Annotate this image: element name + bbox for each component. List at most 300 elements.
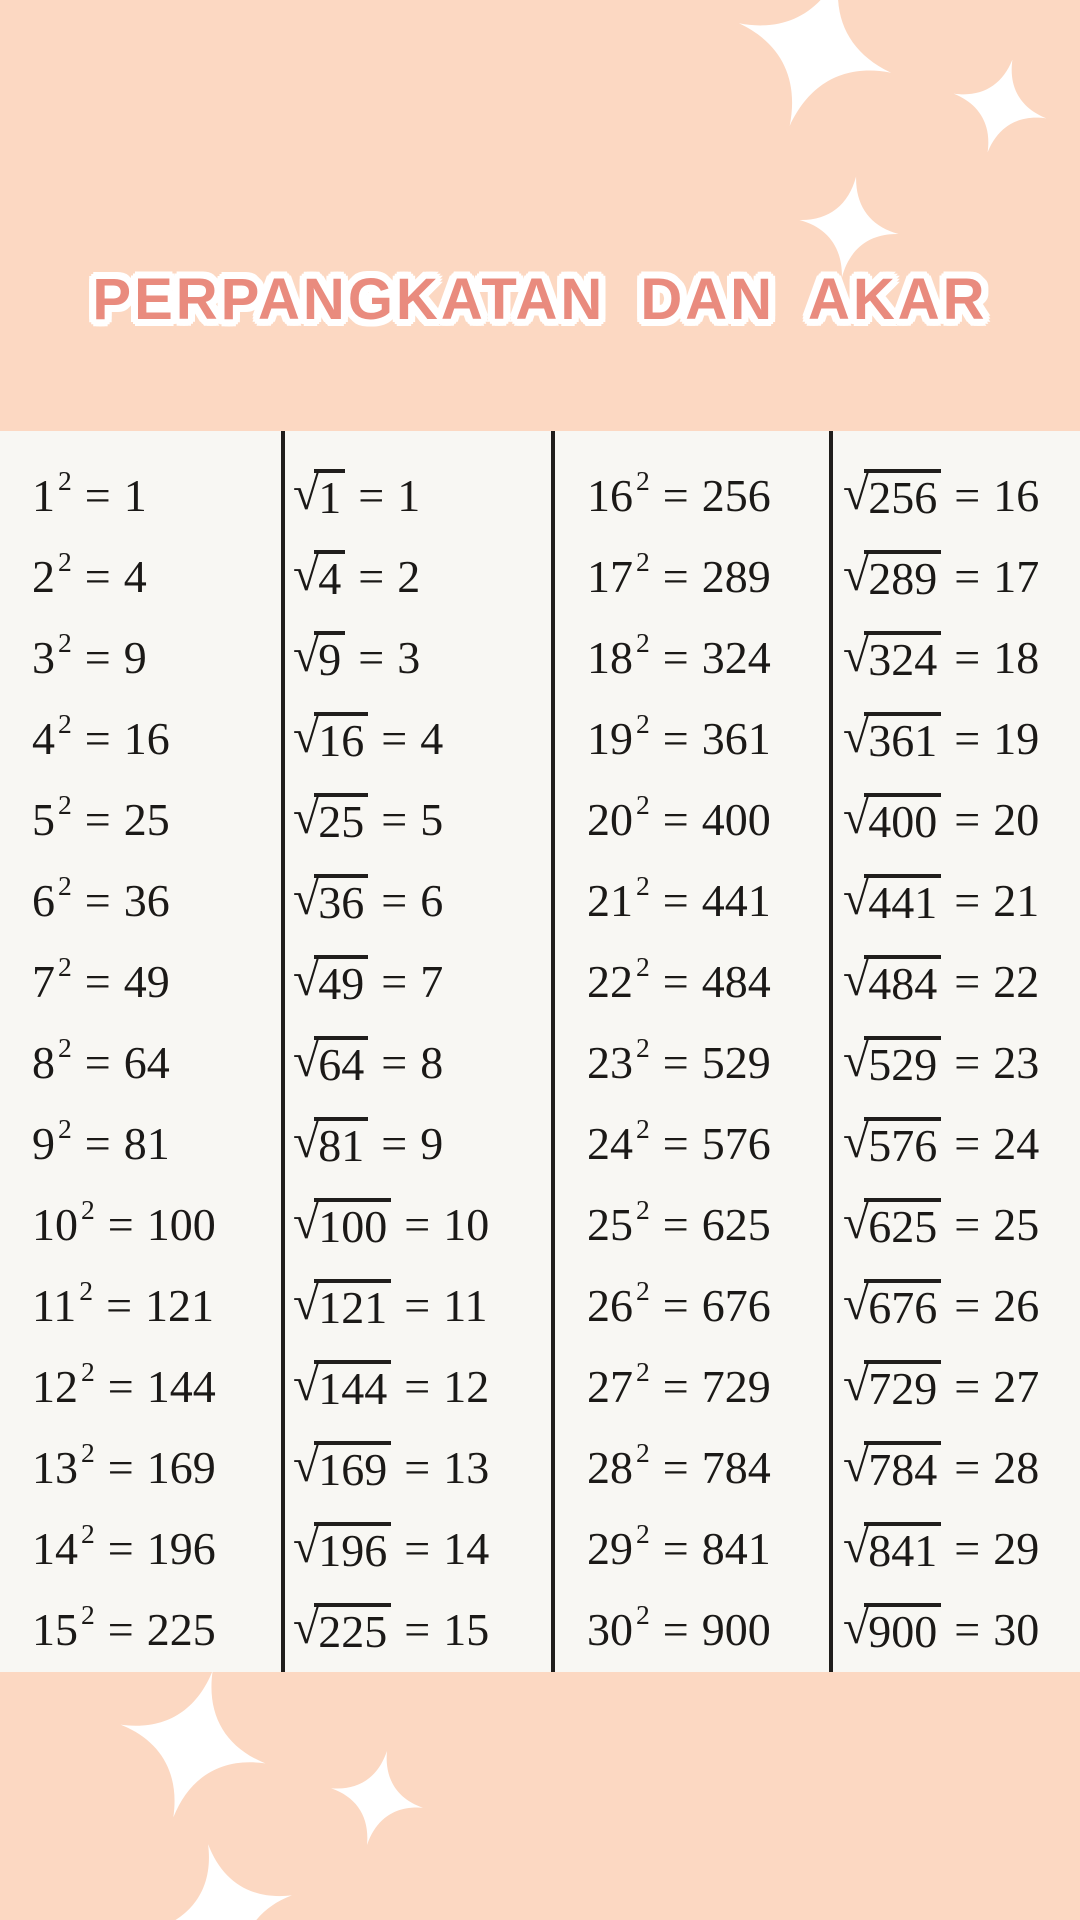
root-value: 11: [443, 1280, 488, 1331]
root-equation-row: [843, 1022, 1080, 1103]
square-value: 625: [701, 1199, 771, 1250]
root-equation-row: [843, 617, 1080, 698]
base-number: 25: [587, 1199, 633, 1250]
equals-sign: =: [662, 1604, 689, 1655]
root-equation-row: [293, 698, 551, 779]
powers-roots-table: [0, 431, 1080, 1672]
equals-sign: =: [381, 713, 408, 764]
base-number: 3: [32, 632, 55, 683]
equals-sign: =: [84, 794, 111, 845]
square-value: 49: [123, 956, 170, 1007]
radicand: 81: [314, 1117, 368, 1170]
equals-sign: =: [662, 470, 689, 521]
radicand: 36: [314, 874, 368, 927]
equals-sign: =: [662, 551, 689, 602]
exponent: 2: [81, 1436, 95, 1468]
square-root-expression: [843, 709, 941, 766]
radicand: 100: [314, 1198, 391, 1251]
square-root-expression: [293, 709, 368, 766]
square-value: 9: [123, 632, 147, 683]
base-number: 28: [587, 1442, 633, 1493]
equals-sign: =: [954, 713, 981, 764]
base-number: 18: [587, 632, 633, 683]
equals-sign: =: [358, 632, 385, 683]
square-value: 4: [123, 551, 147, 602]
equals-sign: =: [404, 1523, 431, 1574]
radical-icon: √: [843, 547, 870, 601]
equals-sign: =: [954, 794, 981, 845]
square-root-expression: [293, 1276, 391, 1333]
root-value: 29: [993, 1523, 1040, 1574]
radical-icon: √: [843, 628, 870, 682]
radical-icon: √: [843, 1033, 870, 1087]
root-value: 7: [420, 956, 444, 1007]
base-number: 1: [32, 470, 55, 521]
base-number: 8: [32, 1037, 55, 1088]
root-value: 3: [397, 632, 421, 683]
radicand: 144: [314, 1360, 391, 1413]
square-equation-row: [32, 698, 281, 779]
radical-icon: √: [293, 1276, 320, 1330]
equals-sign: =: [954, 632, 981, 683]
root-value: 27: [993, 1361, 1040, 1412]
root-value: 9: [420, 1118, 444, 1169]
square-value: 784: [701, 1442, 771, 1493]
equals-sign: =: [954, 956, 981, 1007]
square-root-expression: [293, 1033, 368, 1090]
root-value: 21: [993, 875, 1040, 926]
equals-sign: =: [84, 470, 111, 521]
radical-icon: √: [293, 1438, 320, 1492]
square-value: 81: [123, 1118, 170, 1169]
radicand: 16: [314, 712, 368, 765]
square-root-expression: [843, 1114, 941, 1171]
root-equation-row: [293, 1589, 551, 1670]
exponent: 2: [58, 1031, 72, 1063]
equals-sign: =: [954, 875, 981, 926]
radical-icon: √: [843, 1438, 870, 1492]
exponent: 2: [636, 1355, 650, 1387]
square-root-expression: [293, 871, 368, 928]
root-value: 6: [420, 875, 444, 926]
root-equation-row: [293, 1103, 551, 1184]
equals-sign: =: [954, 1199, 981, 1250]
square-root-expression: [293, 1519, 391, 1576]
equals-sign: =: [954, 1118, 981, 1169]
equals-sign: =: [381, 875, 408, 926]
root-equation-row: [293, 617, 551, 698]
equals-sign: =: [381, 1118, 408, 1169]
radical-icon: √: [843, 871, 870, 925]
equals-sign: =: [662, 1442, 689, 1493]
square-root-expression: [293, 547, 345, 604]
root-value: 14: [443, 1523, 490, 1574]
radical-icon: √: [293, 1114, 320, 1168]
square-value: 225: [146, 1604, 216, 1655]
square-equation-row: [32, 536, 281, 617]
root-value: 28: [993, 1442, 1040, 1493]
square-equation-row: [587, 1589, 829, 1670]
exponent: 2: [636, 1031, 650, 1063]
square-value: 64: [123, 1037, 170, 1088]
equals-sign: =: [107, 1604, 134, 1655]
equals-sign: =: [662, 875, 689, 926]
square-root-expression: [293, 790, 368, 847]
base-number: 14: [32, 1523, 78, 1574]
base-number: 23: [587, 1037, 633, 1088]
root-equation-row: [843, 1427, 1080, 1508]
base-number: 19: [587, 713, 633, 764]
radicand: 9: [314, 631, 345, 684]
exponent: 2: [636, 1436, 650, 1468]
root-value: 13: [443, 1442, 490, 1493]
square-value: 729: [701, 1361, 771, 1412]
exponent: 2: [636, 1274, 650, 1306]
equals-sign: =: [84, 1037, 111, 1088]
radicand: 25: [314, 793, 368, 846]
square-root-expression: [843, 1600, 941, 1657]
base-number: 29: [587, 1523, 633, 1574]
root-equation-row: [293, 1346, 551, 1427]
radical-icon: √: [293, 1195, 320, 1249]
exponent: 2: [636, 788, 650, 820]
radicand: 729: [864, 1360, 941, 1413]
square-value: 576: [701, 1118, 771, 1169]
square-root-expression: [293, 628, 345, 685]
exponent: 2: [58, 788, 72, 820]
sparkle-icon: [321, 1741, 433, 1854]
root-equation-row: [843, 1265, 1080, 1346]
radicand: 900: [864, 1603, 941, 1656]
radical-icon: √: [843, 952, 870, 1006]
root-equation-row: [843, 1346, 1080, 1427]
base-number: 27: [587, 1361, 633, 1412]
radical-icon: √: [293, 709, 320, 763]
exponent: 2: [58, 869, 72, 901]
base-number: 21: [587, 875, 633, 926]
square-value: 441: [701, 875, 771, 926]
radicand: 49: [314, 955, 368, 1008]
square-equation-row: [587, 617, 829, 698]
exponent: 2: [81, 1598, 95, 1630]
square-equation-row: [587, 698, 829, 779]
root-value: 16: [993, 470, 1040, 521]
square-equation-row: [32, 1346, 281, 1427]
equals-sign: =: [107, 1361, 134, 1412]
radicand: 676: [864, 1279, 941, 1332]
radicand: 121: [314, 1279, 391, 1332]
root-value: 24: [993, 1118, 1040, 1169]
square-value: 16: [123, 713, 170, 764]
radicand: 225: [314, 1603, 391, 1656]
equals-sign: =: [662, 794, 689, 845]
equals-sign: =: [358, 470, 385, 521]
radical-icon: √: [843, 1600, 870, 1654]
radicand: 529: [864, 1036, 941, 1089]
radical-icon: √: [843, 1519, 870, 1573]
radicand: 400: [864, 793, 941, 846]
equals-sign: =: [662, 1280, 689, 1331]
base-number: 2: [32, 551, 55, 602]
equals-sign: =: [106, 1280, 133, 1331]
square-root-expression: [843, 1438, 941, 1495]
root-equation-row: [843, 1508, 1080, 1589]
radical-icon: √: [843, 709, 870, 763]
square-equation-row: [32, 860, 281, 941]
base-number: 10: [32, 1199, 78, 1250]
equals-sign: =: [404, 1361, 431, 1412]
radical-icon: √: [843, 1357, 870, 1411]
radical-icon: √: [293, 952, 320, 1006]
base-number: 9: [32, 1118, 55, 1169]
root-equation-row: [843, 779, 1080, 860]
radicand: 256: [864, 469, 941, 522]
page-title: PERPANGKATAN DAN AKAR: [92, 267, 988, 332]
square-root-expression: [843, 1033, 941, 1090]
exponent: 2: [58, 707, 72, 739]
equals-sign: =: [662, 632, 689, 683]
square-value: 676: [701, 1280, 771, 1331]
root-value: 26: [993, 1280, 1040, 1331]
radical-icon: √: [293, 1519, 320, 1573]
square-root-expression: [293, 1438, 391, 1495]
square-equation-row: [587, 1103, 829, 1184]
base-number: 5: [32, 794, 55, 845]
radical-icon: √: [843, 1114, 870, 1168]
square-root-expression: [293, 1600, 391, 1657]
equals-sign: =: [954, 1037, 981, 1088]
radical-icon: √: [843, 466, 870, 520]
radicand: 64: [314, 1036, 368, 1089]
exponent: 2: [636, 869, 650, 901]
root-value: 20: [993, 794, 1040, 845]
root-equation-row: [293, 1022, 551, 1103]
exponent: 2: [636, 707, 650, 739]
radicand: 196: [314, 1522, 391, 1575]
exponent: 2: [636, 1112, 650, 1144]
root-equation-row: [843, 941, 1080, 1022]
square-root-expression: [293, 1195, 391, 1252]
equals-sign: =: [662, 1523, 689, 1574]
square-equation-row: [587, 941, 829, 1022]
exponent: 2: [636, 464, 650, 496]
radicand: 784: [864, 1441, 941, 1494]
root-equation-row: [843, 536, 1080, 617]
square-value: 169: [146, 1442, 216, 1493]
radical-icon: √: [293, 466, 320, 520]
square-root-expression: [843, 1519, 941, 1576]
square-value: 361: [701, 713, 771, 764]
square-root-expression: [843, 1357, 941, 1414]
radicand: 324: [864, 631, 941, 684]
equals-sign: =: [954, 470, 981, 521]
square-equation-row: [32, 1184, 281, 1265]
exponent: 2: [58, 464, 72, 496]
squares-column-1-15: [0, 431, 281, 1672]
root-equation-row: [843, 1184, 1080, 1265]
equals-sign: =: [381, 956, 408, 1007]
radical-icon: √: [293, 790, 320, 844]
radicand: 625: [864, 1198, 941, 1251]
root-value: 8: [420, 1037, 444, 1088]
square-value: 25: [123, 794, 170, 845]
radical-icon: √: [843, 790, 870, 844]
square-equation-row: [32, 779, 281, 860]
equals-sign: =: [107, 1199, 134, 1250]
square-equation-row: [587, 1346, 829, 1427]
equals-sign: =: [84, 875, 111, 926]
square-value: 121: [145, 1280, 215, 1331]
radical-icon: √: [293, 1600, 320, 1654]
radical-icon: √: [843, 1195, 870, 1249]
exponent: 2: [636, 1517, 650, 1549]
exponent: 2: [636, 950, 650, 982]
radicand: 576: [864, 1117, 941, 1170]
radical-icon: √: [293, 871, 320, 925]
square-root-expression: [293, 1357, 391, 1414]
square-root-expression: [843, 790, 941, 847]
radicand: 4: [314, 550, 345, 603]
root-value: 23: [993, 1037, 1040, 1088]
square-equation-row: [587, 1184, 829, 1265]
radical-icon: √: [293, 1033, 320, 1087]
root-equation-row: [293, 455, 551, 536]
square-root-expression: [293, 952, 368, 1009]
square-value: 1: [123, 470, 147, 521]
root-equation-row: [293, 1265, 551, 1346]
equals-sign: =: [84, 632, 111, 683]
radical-icon: √: [293, 547, 320, 601]
square-value: 100: [146, 1199, 216, 1250]
equals-sign: =: [84, 551, 111, 602]
base-number: 17: [587, 551, 633, 602]
square-equation-row: [587, 536, 829, 617]
exponent: 2: [58, 626, 72, 658]
radical-icon: √: [843, 1276, 870, 1330]
root-equation-row: [293, 860, 551, 941]
square-equation-row: [587, 1508, 829, 1589]
sparkle-icon: [141, 1827, 309, 1920]
exponent: 2: [81, 1517, 95, 1549]
radicand: 289: [864, 550, 941, 603]
equals-sign: =: [662, 956, 689, 1007]
square-root-expression: [843, 628, 941, 685]
square-value: 196: [146, 1523, 216, 1574]
base-number: 26: [587, 1280, 633, 1331]
square-equation-row: [587, 1265, 829, 1346]
base-number: 30: [587, 1604, 633, 1655]
square-root-expression: [843, 547, 941, 604]
base-number: 4: [32, 713, 55, 764]
root-equation-row: [843, 698, 1080, 779]
root-value: 4: [420, 713, 444, 764]
root-equation-row: [293, 779, 551, 860]
square-root-expression: [843, 1195, 941, 1252]
root-value: 22: [993, 956, 1040, 1007]
root-value: 15: [443, 1604, 490, 1655]
root-value: 25: [993, 1199, 1040, 1250]
root-equation-row: [843, 1103, 1080, 1184]
equals-sign: =: [404, 1604, 431, 1655]
exponent: 2: [636, 626, 650, 658]
equals-sign: =: [84, 956, 111, 1007]
exponent: 2: [58, 1112, 72, 1144]
exponent: 2: [79, 1274, 94, 1306]
root-equation-row: [843, 860, 1080, 941]
equals-sign: =: [662, 1037, 689, 1088]
exponent: 2: [81, 1193, 95, 1225]
roots-column-256-900: [833, 431, 1080, 1672]
equals-sign: =: [954, 1442, 981, 1493]
radical-icon: √: [293, 1357, 320, 1411]
roots-column-1-225: [285, 431, 551, 1672]
root-equation-row: [293, 1427, 551, 1508]
square-equation-row: [32, 455, 281, 536]
base-number: 12: [32, 1361, 78, 1412]
root-value: 30: [993, 1604, 1040, 1655]
equals-sign: =: [954, 1361, 981, 1412]
base-number: 22: [587, 956, 633, 1007]
equals-sign: =: [662, 1199, 689, 1250]
equals-sign: =: [404, 1199, 431, 1250]
equals-sign: =: [381, 794, 408, 845]
square-value: 900: [701, 1604, 771, 1655]
root-value: 1: [397, 470, 421, 521]
base-number: 11: [32, 1280, 77, 1331]
square-root-expression: [843, 1276, 941, 1333]
radicand: 361: [864, 712, 941, 765]
root-value: 10: [443, 1199, 490, 1250]
radicand: 169: [314, 1441, 391, 1494]
base-number: 13: [32, 1442, 78, 1493]
equals-sign: =: [84, 1118, 111, 1169]
base-number: 6: [32, 875, 55, 926]
equals-sign: =: [954, 1604, 981, 1655]
equals-sign: =: [662, 713, 689, 764]
square-equation-row: [587, 860, 829, 941]
exponent: 2: [636, 1193, 650, 1225]
square-value: 324: [701, 632, 771, 683]
sparkle-icon: [101, 1651, 285, 1837]
root-equation-row: [293, 1184, 551, 1265]
radicand: 1: [314, 469, 345, 522]
exponent: 2: [81, 1355, 95, 1387]
equals-sign: =: [107, 1523, 134, 1574]
sparkle-icon: [714, 0, 917, 151]
equals-sign: =: [381, 1037, 408, 1088]
equals-sign: =: [954, 551, 981, 602]
root-equation-row: [293, 536, 551, 617]
equals-sign: =: [662, 1361, 689, 1412]
square-value: 36: [123, 875, 170, 926]
root-value: 2: [397, 551, 421, 602]
root-equation-row: [293, 1508, 551, 1589]
radical-icon: √: [293, 628, 320, 682]
root-value: 5: [420, 794, 444, 845]
root-value: 18: [993, 632, 1040, 683]
equals-sign: =: [84, 713, 111, 764]
square-value: 841: [701, 1523, 771, 1574]
square-value: 256: [701, 470, 771, 521]
root-value: 17: [993, 551, 1040, 602]
base-number: 15: [32, 1604, 78, 1655]
equals-sign: =: [404, 1442, 431, 1493]
equals-sign: =: [954, 1523, 981, 1574]
radicand: 484: [864, 955, 941, 1008]
sparkle-icon: [941, 47, 1059, 165]
root-value: 12: [443, 1361, 490, 1412]
square-root-expression: [843, 952, 941, 1009]
